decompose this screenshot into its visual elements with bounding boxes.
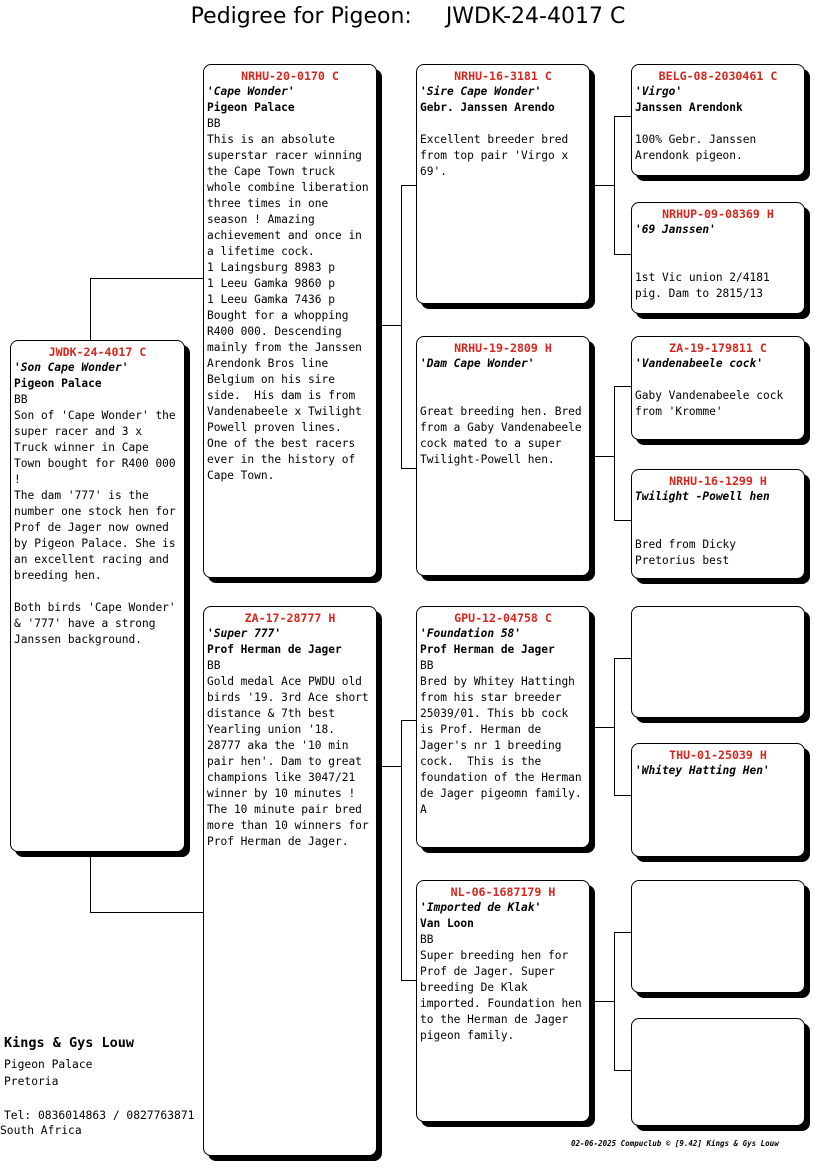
pigeon-description: This is an absolute superstar racer winning the Cape Town truck whole combine liberation three times in one season ! Amazing achievement and once in a lifetime cock. 1 Laingsburg 8983 p 1 Leeu Gamka 9860 p 1 Leeu Gamka 7436 p Bought for a whopping R400 000. Descending mainly from the Janssen Arendonk Bros line Belgium on his sire side. His dam is from Vandenabeele x Twilight Powell proven lines. One of the best racers ever in the history of Cape Town.	[207, 133, 369, 482]
pigeon-card-gg-4[interactable]	[631, 469, 805, 579]
pigeon-owner: Prof Herman de Jager	[207, 643, 342, 656]
connector	[614, 795, 632, 796]
pigeon-name: '69 Janssen'	[635, 223, 716, 236]
pigeon-name: 'Son Cape Wonder'	[14, 361, 129, 374]
pigeon-colour: BB	[420, 659, 434, 672]
pigeon-description: Great breeding hen. Bred from a Gaby Vandenabeele cock mated to a super Twilight-Powell hen.	[420, 405, 589, 466]
blank-line	[635, 505, 801, 537]
pigeon-card-gg-2[interactable]	[631, 202, 805, 314]
ring-number: NRHU-20-0170 C	[241, 69, 339, 83]
title-ring: JWDK-24-4017 C	[445, 4, 626, 29]
pigeon-card-dam[interactable]	[203, 606, 377, 1156]
connector	[380, 766, 402, 767]
connector	[614, 116, 632, 117]
pigeon-card-gg-1[interactable]	[631, 64, 805, 176]
connector	[401, 185, 402, 468]
pigeon-description: Bred by Whitey Hattingh from his star breeder 25039/01. This bb cock is Prof. Herman de Jager's nr 1 breeding cock. This is the foundation of the Herman de Jager pigeomn family. A	[420, 675, 596, 816]
connector	[614, 932, 615, 1070]
ring-number: NL-06-1687179 H	[450, 885, 556, 899]
breeder-country: South Africa	[0, 1124, 82, 1137]
breeder-city: Pretoria	[4, 1075, 59, 1088]
connector	[614, 386, 615, 520]
pigeon-description: 100% Gebr. Janssen Arendonk pigeon.	[635, 133, 763, 162]
pigeon-colour: BB	[14, 393, 28, 406]
connector	[401, 185, 417, 186]
connector	[593, 456, 615, 457]
connector	[90, 852, 91, 912]
pigeon-owner: Janssen Arendonk	[635, 101, 743, 114]
ring-number: NRHU-16-1299 H	[669, 474, 767, 488]
pigeon-name: 'Imported de Klak'	[420, 901, 542, 914]
connector	[593, 727, 615, 728]
connector	[614, 658, 615, 795]
blank-line	[4, 1090, 194, 1107]
pigeon-description: Son of 'Cape Wonder' the super racer and 3 x Truck winner in Cape Town bought for R400 000 ! The dam '777' is the number one stock hen for Prof de Jager now owned by Pigeon Palace. She is an excellent racing and breeding hen. Both birds 'Cape Wonder' & '777' have a strong Janssen background.	[14, 409, 176, 646]
connector	[401, 720, 402, 980]
pigeon-name: 'Dam Cape Wonder'	[420, 357, 535, 370]
connector	[90, 278, 204, 279]
ring-number: THU-01-25039 H	[669, 748, 767, 762]
pigeon-card-gg-3[interactable]	[631, 336, 805, 440]
blank-line	[420, 116, 586, 132]
ring-number: NRHUP-09-08369 H	[662, 207, 774, 221]
footer-credits: 02-06-2025 Compuclub © [9.42] Kings & Gys Louw	[571, 1139, 779, 1148]
ring-number: JWDK-24-4017 C	[48, 345, 147, 359]
pigeon-name: 'Super 777'	[207, 627, 282, 640]
title-label: Pedigree for Pigeon:	[190, 4, 412, 29]
pigeon-card-gg-7-empty[interactable]	[631, 880, 805, 993]
connector	[614, 386, 632, 387]
breeder-loft: Pigeon Palace	[4, 1058, 93, 1071]
pigeon-name: 'Sire Cape Wonder'	[420, 85, 542, 98]
connector	[593, 185, 615, 186]
blank-line	[635, 238, 801, 270]
pigeon-card-gg-8-empty[interactable]	[631, 1018, 805, 1126]
connector	[593, 1001, 615, 1002]
pigeon-name: Twilight -Powell hen	[635, 490, 770, 503]
pigeon-name: 'Cape Wonder'	[207, 85, 295, 98]
connector	[90, 278, 91, 340]
breeder-info	[4, 1035, 194, 1124]
pigeon-colour: BB	[207, 659, 221, 672]
ring-number: ZA-17-28777 H	[244, 611, 336, 625]
pigeon-owner: Gebr. Janssen Arendo	[420, 101, 555, 114]
pigeon-card-gg-5-empty[interactable]	[631, 606, 805, 718]
pigeon-name: 'Virgo'	[635, 85, 683, 98]
connector	[401, 468, 417, 469]
pigeon-description: Gold medal Ace PWDU old birds '19. 3rd Ace short distance & 7th best Yearling union '18. 28777 aka the '10 min pair hen'. Dam to great champions like 3047/21 winner by 10 minutes ! The 10 minute pair bred more than 10 winners for Prof Herman de Jager.	[207, 675, 376, 848]
pigeon-description: 1st Vic union 2/4181 pig. Dam to 2815/13	[635, 271, 777, 300]
ring-number: NRHU-19-2809 H	[454, 341, 552, 355]
breeder-phone: Tel: 0836014863 / 0827763871	[4, 1109, 195, 1122]
blank-line	[420, 372, 586, 404]
pigeon-name: 'Vandenabeele cock'	[635, 357, 763, 370]
blank-line	[635, 116, 801, 132]
connector	[401, 980, 417, 981]
pigeon-name: 'Foundation 58'	[420, 627, 522, 640]
pigeon-card-dam-sire[interactable]	[416, 606, 596, 848]
pigeon-card-subject[interactable]	[10, 340, 185, 852]
page-title	[0, 4, 816, 29]
breeder-name: Kings & Gys Louw	[4, 1035, 135, 1051]
ring-number: ZA-19-179811 C	[669, 341, 767, 355]
connector	[614, 1070, 632, 1071]
connector	[401, 720, 417, 721]
pigeon-owner: Pigeon Palace	[207, 101, 295, 114]
pigeon-card-gg-6[interactable]	[631, 743, 805, 857]
connector	[614, 116, 615, 254]
pigeon-owner: Van Loon	[420, 917, 474, 930]
pigeon-card-sire-dam[interactable]	[416, 336, 590, 576]
ring-number: BELG-08-2030461 C	[658, 69, 778, 83]
connector	[380, 325, 402, 326]
pigeon-description: Gaby Vandenabeele cock from 'Kromme'	[635, 389, 790, 418]
pigeon-description: Bred from Dicky Pretorius best	[635, 538, 743, 567]
pigeon-colour: BB	[207, 117, 221, 130]
pigeon-card-sire[interactable]	[203, 64, 377, 578]
pigeon-description: Super breeding hen for Prof de Jager. Super breeding De Klak imported. Foundation hen to the Herman de Jager pigeon family.	[420, 949, 589, 1042]
pigeon-name: 'Whitey Hatting Hen'	[635, 764, 770, 777]
connector	[90, 912, 204, 913]
pigeon-owner: Pigeon Palace	[14, 377, 102, 390]
pigeon-owner: Prof Herman de Jager	[420, 643, 555, 656]
pigeon-description: Excellent breeder bred from top pair 'Virgo x 69'.	[420, 133, 575, 178]
pigeon-card-sire-sire[interactable]	[416, 64, 590, 304]
connector	[614, 658, 632, 659]
connector	[614, 932, 632, 933]
connector	[614, 254, 632, 255]
blank-line	[635, 372, 801, 388]
ring-number: GPU-12-04758 C	[454, 611, 552, 625]
pigeon-card-dam-dam[interactable]	[416, 880, 590, 1122]
connector	[614, 520, 632, 521]
ring-number: NRHU-16-3181 C	[454, 69, 552, 83]
pigeon-colour: BB	[420, 933, 434, 946]
